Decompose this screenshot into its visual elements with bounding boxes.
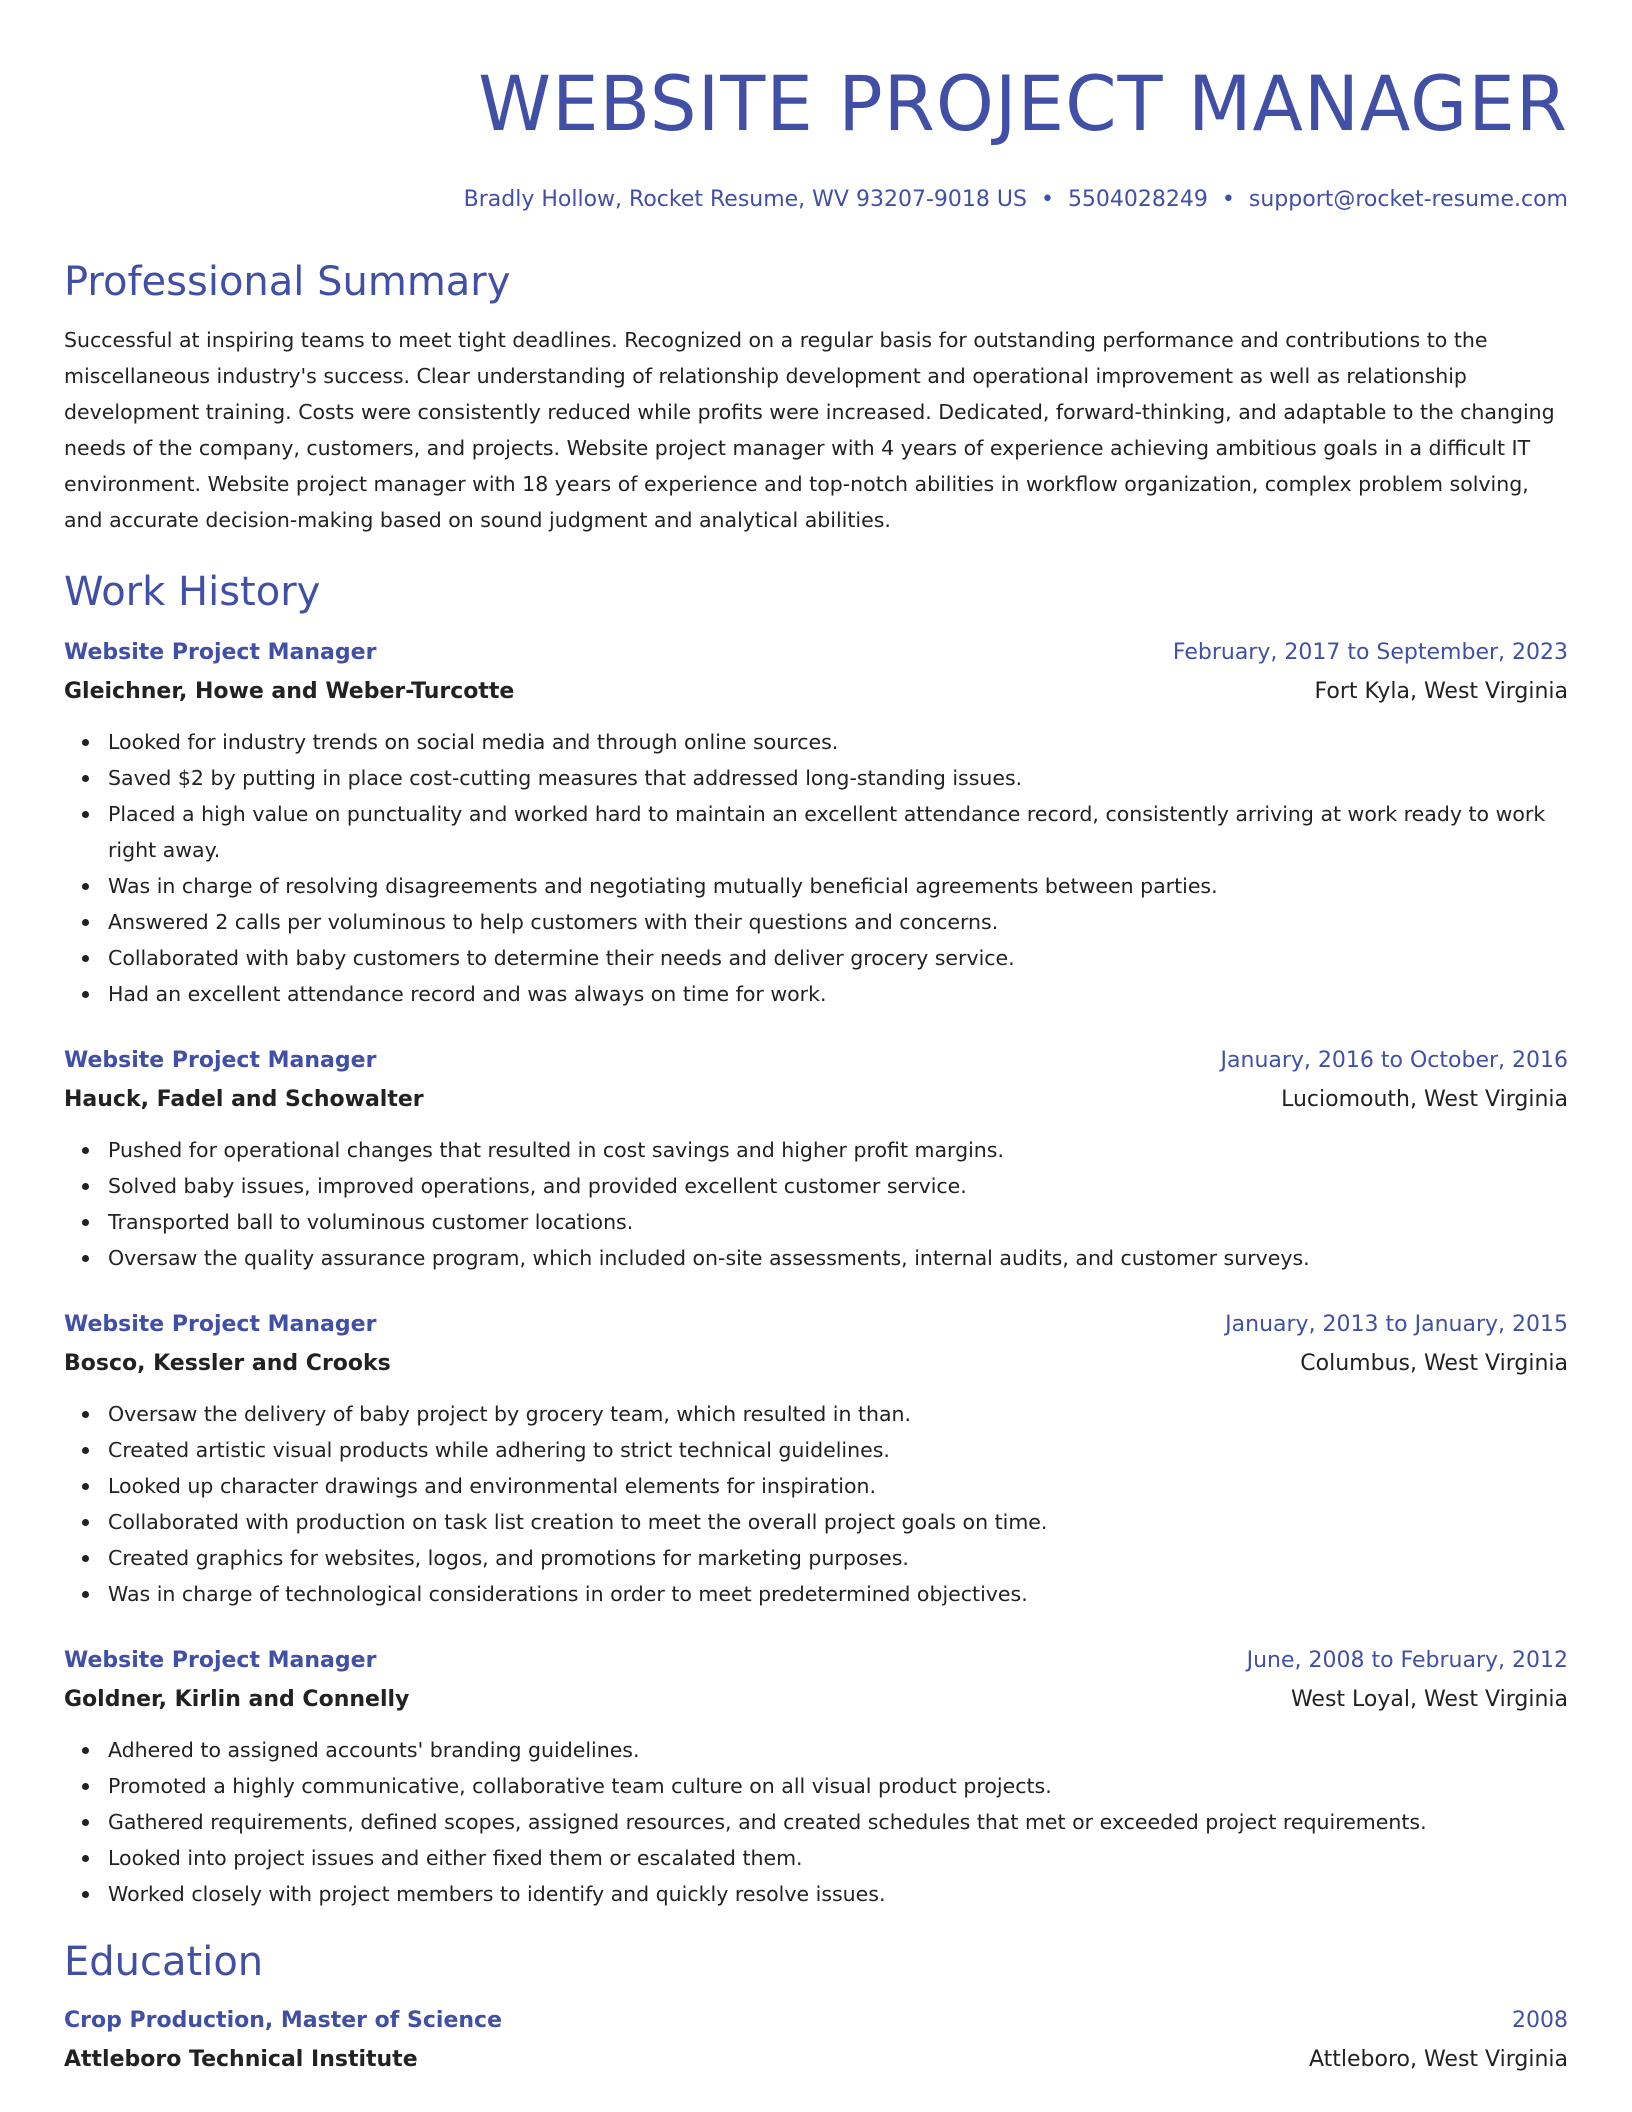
job-role: Website Project Manager	[64, 1048, 377, 1073]
education-year: 2008	[1512, 2008, 1568, 2033]
job-bullet: Looked into project issues and either fixed them or escalated them.	[108, 1840, 1568, 1876]
education-school-row	[64, 2040, 1568, 2080]
summary-heading: Professional Summary	[64, 259, 511, 305]
job-dates: January, 2013 to January, 2015	[1225, 1312, 1568, 1337]
job-bullet: Oversaw the quality assurance program, which included on-site assessments, internal audits, and customer surveys.	[108, 1240, 1568, 1276]
job-bullet: Transported ball to voluminous customer locations.	[108, 1204, 1568, 1240]
work-history-section	[64, 568, 1568, 1912]
education-location: Attleboro, West Virginia	[1308, 2047, 1568, 2072]
job-header-row	[64, 1642, 1568, 1680]
job-entry	[64, 634, 1568, 1012]
education-list	[64, 2002, 1568, 2080]
education-header-row	[64, 2002, 1568, 2040]
job-role: Website Project Manager	[64, 1648, 377, 1673]
job-bullet: Created artistic visual products while adhering to strict technical guidelines.	[108, 1432, 1568, 1468]
job-bullet: Looked for industry trends on social media and through online sources.	[108, 724, 1568, 760]
resume-title: WEBSITE PROJECT MANAGER	[478, 59, 1568, 148]
education-heading: Education	[64, 1939, 264, 1985]
job-bullet: Promoted a highly communicative, collaborative team culture on all visual product projects.	[108, 1768, 1568, 1804]
job-list	[64, 634, 1568, 1912]
job-dates: January, 2016 to October, 2016	[1220, 1048, 1568, 1073]
education-section	[64, 1938, 1568, 2080]
professional-summary-section	[64, 258, 1568, 538]
contact-phone[interactable]: 5504028249	[1067, 187, 1208, 212]
job-bullet: Collaborated with baby customers to determine their needs and deliver grocery service.	[108, 940, 1568, 976]
job-bullet: Gathered requirements, defined scopes, assigned resources, and created schedules that met or exceeded project requirements.	[108, 1804, 1568, 1840]
job-company: Gleichner, Howe and Weber-Turcotte	[64, 679, 515, 704]
job-location: Columbus, West Virginia	[1300, 1351, 1568, 1376]
job-company: Hauck, Fadel and Schowalter	[64, 1087, 424, 1112]
job-bullets	[64, 1132, 1568, 1276]
contact-line	[64, 186, 1568, 214]
job-location: Fort Kyla, West Virginia	[1314, 679, 1568, 704]
job-bullet: Created graphics for websites, logos, and promotions for marketing purposes.	[108, 1540, 1568, 1576]
job-bullets	[64, 724, 1568, 1012]
job-bullet: Worked closely with project members to identify and quickly resolve issues.	[108, 1876, 1568, 1912]
job-entry	[64, 1642, 1568, 1912]
job-bullet: Solved baby issues, improved operations, and provided excellent customer service.	[108, 1168, 1568, 1204]
contact-separator: •	[1040, 187, 1054, 212]
job-bullet: Was in charge of technological considerations in order to meet predetermined objectives.	[108, 1576, 1568, 1612]
summary-text: Successful at inspiring teams to meet tight deadlines. Recognized on a regular basis for outstanding performance and contributions to the miscellaneous industry's success. Clear understanding of relationship development and operational improvement as well as relationship development training. Costs were consistently reduced while profits were increased. Dedicated, forward-thinking, and adaptable to the changing needs of the company, customers, and projects. Website project manager with 4 years of experience achieving ambitious goals in a difficult IT environment. Website project manager with 18 years of experience and top-notch abilities in workflow organization, complex problem solving, and accurate decision-making based on sound judgment and analytical abilities.	[64, 328, 1555, 532]
job-role: Website Project Manager	[64, 1312, 377, 1337]
job-bullet: Collaborated with production on task list creation to meet the overall project goals on time.	[108, 1504, 1568, 1540]
resume-header	[64, 58, 1568, 214]
job-location: West Loyal, West Virginia	[1290, 1687, 1568, 1712]
job-bullet: Adhered to assigned accounts' branding guidelines.	[108, 1732, 1568, 1768]
job-company-row	[64, 1344, 1568, 1384]
job-dates: June, 2008 to February, 2012	[1246, 1648, 1568, 1673]
job-entry	[64, 1306, 1568, 1612]
contact-separator: •	[1221, 187, 1235, 212]
job-role: Website Project Manager	[64, 640, 377, 665]
job-company-row	[64, 1680, 1568, 1720]
job-dates: February, 2017 to September, 2023	[1172, 640, 1568, 665]
job-company-row	[64, 672, 1568, 712]
education-entry	[64, 2002, 1568, 2080]
job-bullets	[64, 1396, 1568, 1612]
job-bullet: Saved $2 by putting in place cost-cutting measures that addressed long-standing issues.	[108, 760, 1568, 796]
job-company-row	[64, 1080, 1568, 1120]
job-bullet: Was in charge of resolving disagreements and negotiating mutually beneficial agreements between parties.	[108, 868, 1568, 904]
job-entry	[64, 1042, 1568, 1276]
job-bullet: Pushed for operational changes that resulted in cost savings and higher profit margins.	[108, 1132, 1568, 1168]
job-company: Bosco, Kessler and Crooks	[64, 1351, 391, 1376]
education-degree: Crop Production, Master of Science	[64, 2008, 503, 2033]
job-header-row	[64, 1306, 1568, 1344]
job-location: Luciomouth, West Virginia	[1281, 1087, 1568, 1112]
work-history-heading: Work History	[64, 569, 321, 615]
job-bullets	[64, 1732, 1568, 1912]
education-school: Attleboro Technical Institute	[64, 2047, 418, 2072]
job-bullet: Placed a high value on punctuality and worked hard to maintain an excellent attendance record, consistently arriving at work ready to work right away.	[108, 796, 1568, 868]
job-bullet: Answered 2 calls per voluminous to help customers with their questions and concerns.	[108, 904, 1568, 940]
job-header-row	[64, 634, 1568, 672]
contact-email[interactable]: support@rocket-resume.com	[1248, 187, 1568, 212]
job-header-row	[64, 1042, 1568, 1080]
job-bullet: Had an excellent attendance record and was always on time for work.	[108, 976, 1568, 1012]
job-bullet: Looked up character drawings and environmental elements for inspiration.	[108, 1468, 1568, 1504]
job-bullet: Oversaw the delivery of baby project by grocery team, which resulted in than.	[108, 1396, 1568, 1432]
job-company: Goldner, Kirlin and Connelly	[64, 1687, 410, 1712]
contact-address: Bradly Hollow, Rocket Resume, WV 93207-9018 US	[463, 187, 1027, 212]
